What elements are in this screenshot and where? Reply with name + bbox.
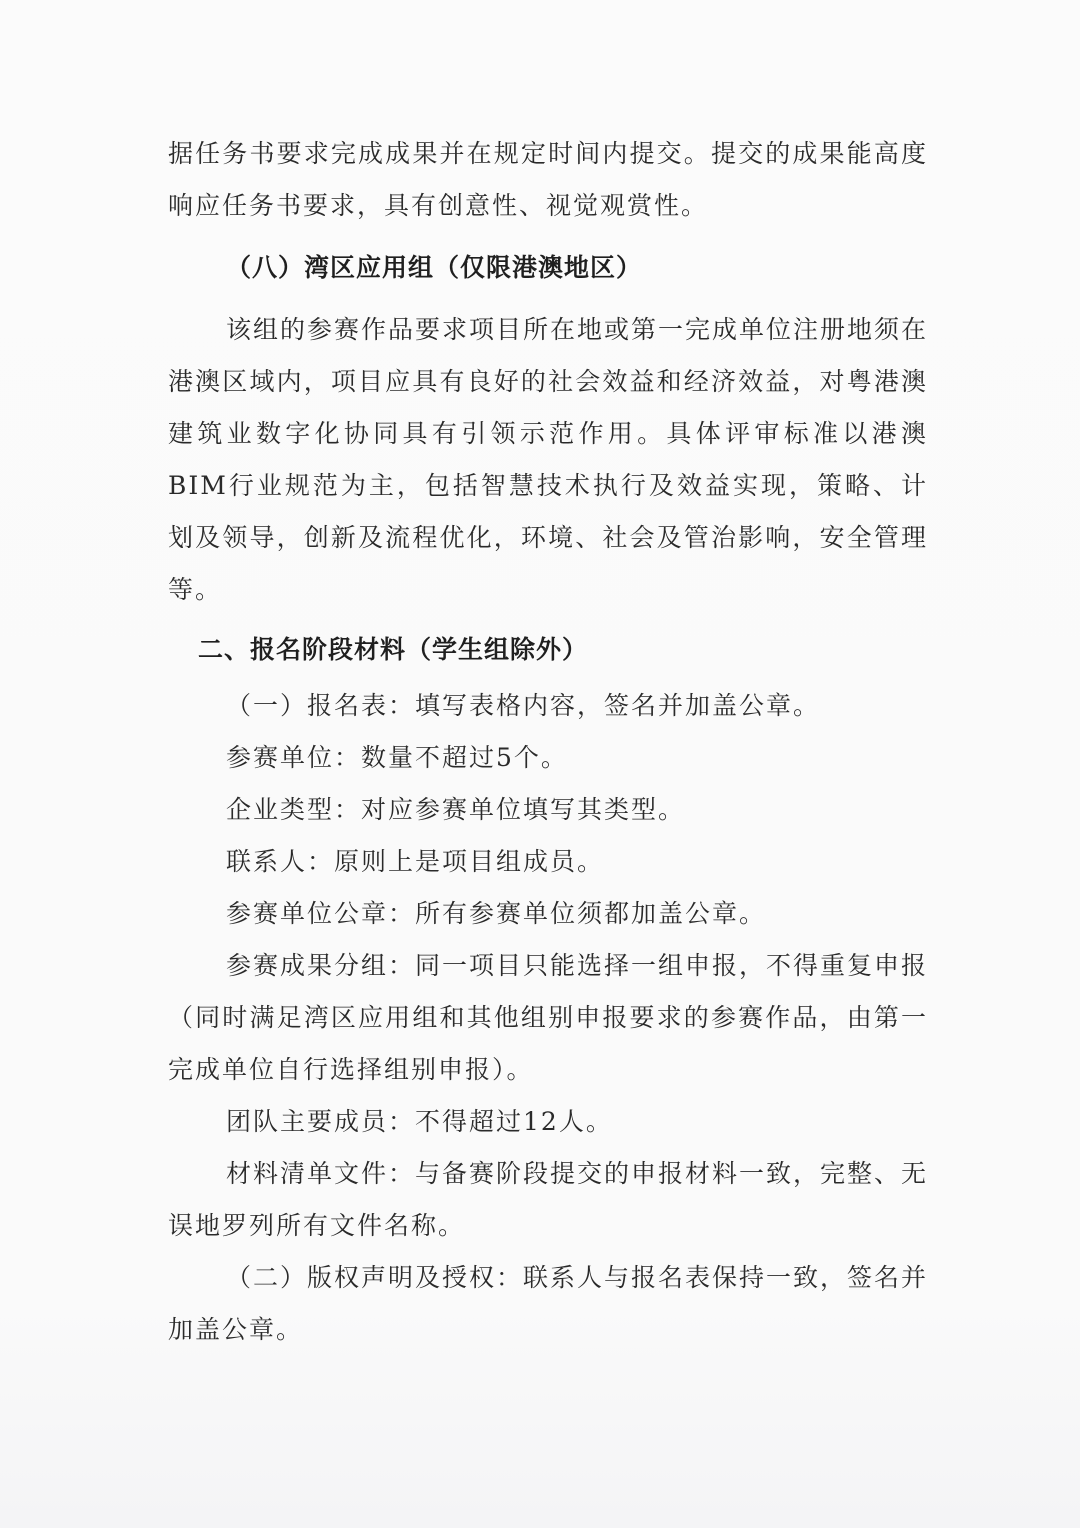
- item-unit-seal: 参赛单位公章：所有参赛单位须都加盖公章。: [226, 899, 767, 928]
- item-material-list: 材料清单文件：与备赛阶段提交的申报材料一致，完整、无误地罗列所有文件名称。: [168, 1159, 929, 1240]
- item-company-type: 企业类型：对应参赛单位填写其类型。: [226, 795, 686, 824]
- item-team-members: 团队主要成员：不得超过12人。: [226, 1107, 613, 1136]
- item-participating-units: 参赛单位：数量不超过5个。: [226, 743, 568, 772]
- paragraph-bay-area-requirements: 该组的参赛作品要求项目所在地或第一完成单位注册地须在港澳区域内，项目应具有良好的社会效益和经济效益，对粤港澳建筑业数字化协同具有引领示范作用。具体评审标准以港澳BIM行业规范为主，包括智慧技术执行及效益实现，策略、计划及领导，创新及流程优化，环境、社会及管治影响，安全管理等。: [168, 315, 929, 604]
- item-registration-form: （一）报名表：填写表格内容，签名并加盖公章。: [226, 691, 821, 720]
- section-heading-bay-area: （八）湾区应用组（仅限港澳地区）: [226, 253, 643, 282]
- paragraph-continued: 据任务书要求完成成果并在规定时间内提交。提交的成果能高度响应任务书要求，具有创意性、视觉观赏性。: [168, 139, 928, 220]
- item-contact-person: 联系人：原则上是项目组成员。: [226, 847, 605, 876]
- part-heading-registration-materials: 二、报名阶段材料（学生组除外）: [198, 635, 589, 664]
- item-copyright-statement: （二）版权声明及授权：联系人与报名表保持一致，签名并加盖公章。: [168, 1263, 929, 1344]
- document-body: [168, 128, 928, 1356]
- item-result-grouping: 参赛成果分组：同一项目只能选择一组申报，不得重复申报（同时满足湾区应用组和其他组别申报要求的参赛作品，由第一完成单位自行选择组别申报）。: [168, 951, 929, 1084]
